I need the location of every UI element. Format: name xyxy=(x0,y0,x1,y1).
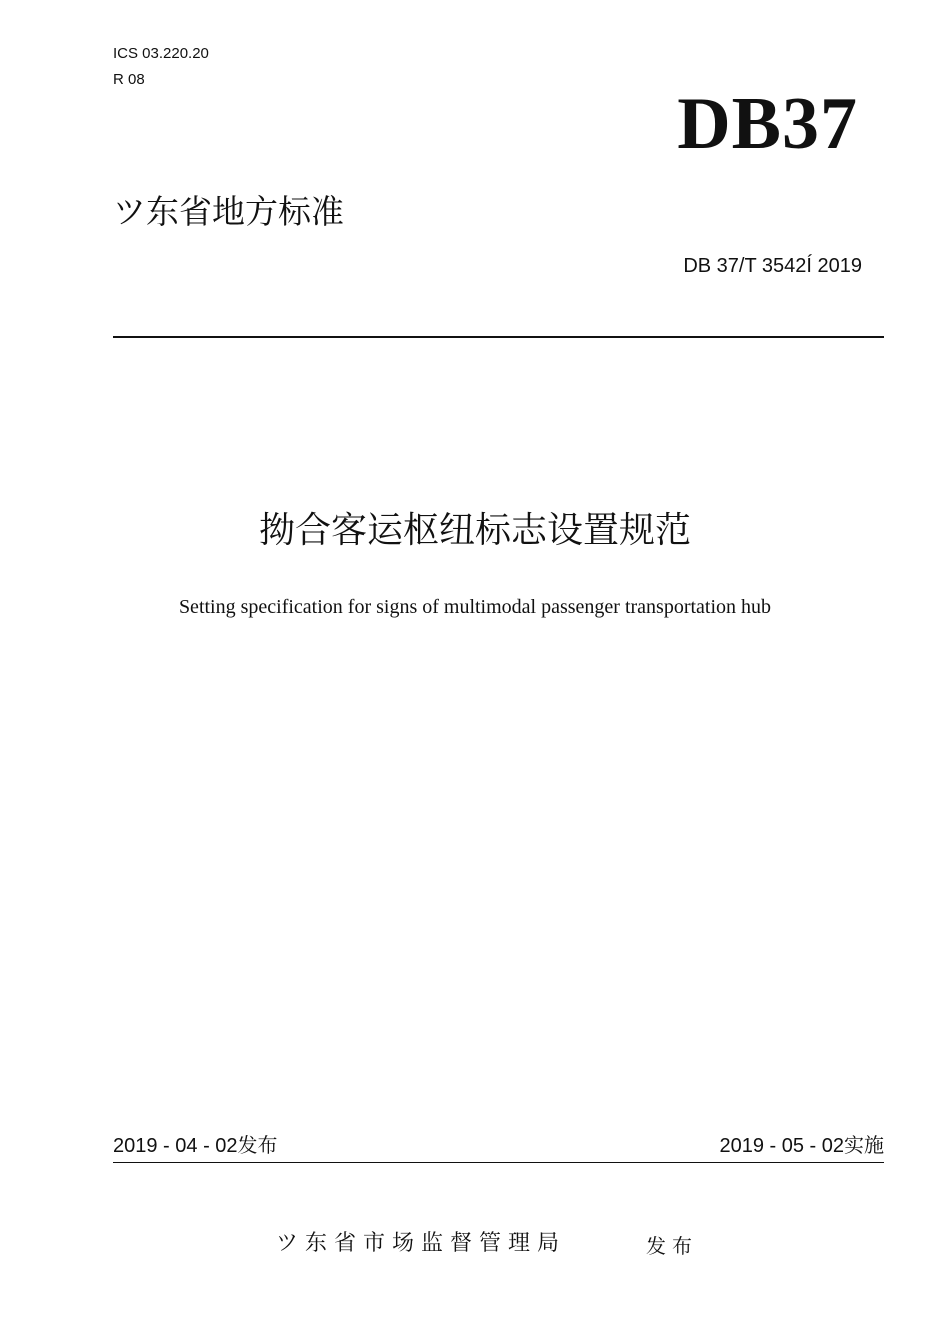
implement-date: 2019 - 05 - 02实施 xyxy=(719,1135,884,1157)
issue-label: 发布 xyxy=(646,1234,698,1258)
standard-type: ツ东省地方标准 xyxy=(113,192,344,231)
publish-date: 2019 - 04 - 02发布 xyxy=(113,1135,278,1157)
bottom-divider xyxy=(113,1162,884,1163)
document-title-chinese: 拗合客运枢纽标志设置规范 xyxy=(258,510,691,551)
ics-code: ICS 03.220.20 xyxy=(113,45,209,62)
issuing-authority: ツ东省市场监督管理局 xyxy=(276,1231,567,1256)
db37-logo: DB37 xyxy=(677,83,858,165)
document-title-english: Setting specification for signs of multimodal passenger transportation hub xyxy=(178,596,772,618)
standard-code: DB 37/T 3542Í 2019 xyxy=(683,255,862,277)
ccs-code: R 08 xyxy=(113,71,145,88)
top-divider xyxy=(113,336,884,338)
